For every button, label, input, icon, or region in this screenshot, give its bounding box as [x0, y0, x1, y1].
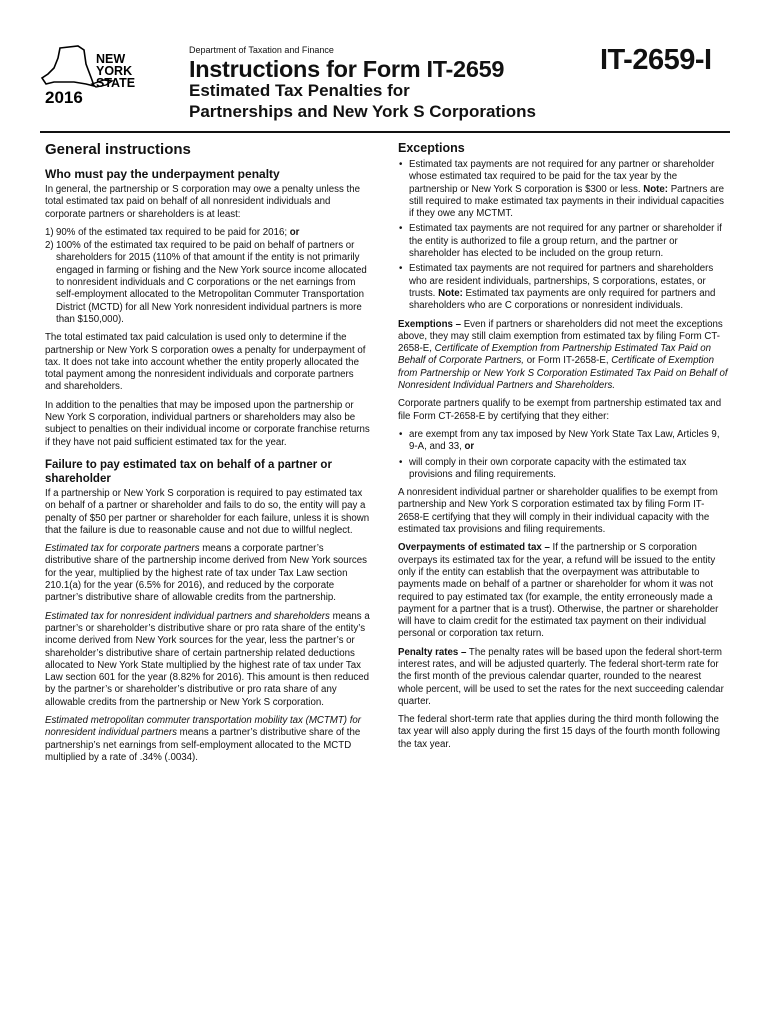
- note-label: Note:: [438, 287, 463, 299]
- who-intro-paragraph: In general, the partnership or S corporation may owe a penalty unless the total estimated tax paid on behalf of all nonresident individuals and corporate partners or shareholders is at least:: [45, 184, 361, 220]
- threshold-list: [45, 227, 370, 326]
- nonresident-partners-paragraph: [45, 611, 370, 709]
- list-item: [398, 223, 728, 260]
- list-item-conjunction: or: [289, 226, 300, 238]
- header-divider: [40, 131, 730, 133]
- logo-text-state: STATE: [96, 76, 136, 90]
- list-item-text: Estimated tax payments are not required for any partner or shareholder if the entity is authorized to file a group return, and the partner or shareholder has elected to be included on the group return.: [409, 223, 722, 260]
- logo-text-york: YORK: [96, 64, 133, 78]
- list-item: [45, 227, 370, 239]
- list-item-text-after: Partners are still required to make estimated tax payments in their individual capacities if they owe any MCTMT.: [409, 183, 725, 220]
- list-item: [398, 263, 728, 312]
- definition-text: means a partner’s distributive share of the partnership’s net earnings from self-employment allocated to the MCTD multiplied by a rate of .34% (.0034).: [45, 727, 361, 763]
- penalty-rates-text: The penalty rates will be based upon the federal short-term interest rates, and will be adjusted quarterly. The federal short-term rate for the first month of the previous calendar quarter, rounded to the nearest whole percent, will be used to set the rates for the next succeeding calendar quarter.: [398, 646, 724, 707]
- list-item-number: 2): [45, 240, 54, 252]
- department-name: Department of Taxation and Finance: [189, 45, 334, 55]
- term-nonresident-partners: Estimated tax for nonresident individual partners and shareholders: [45, 610, 330, 622]
- exemptions-text: Even if partners or shareholders did not meet the exceptions above, they may still claim exemption from estimated tax by filing Form CT-2658-E,: [398, 318, 723, 355]
- failure-to-pay-heading: Failure to pay estimated tax on behalf of a partner or shareholder: [45, 458, 332, 485]
- exemptions-label: Exemptions –: [398, 318, 461, 330]
- right-column: [398, 139, 728, 757]
- term-mctmt: Estimated metropolitan commuter transportation mobility tax (MCTMT) for nonresident individual partners: [45, 714, 362, 739]
- nonresident-qualify-paragraph: A nonresident individual partner or shareholder qualifies to be exempt from partnership and New York S corporation estimated tax by filing Form IT-2658-E certifying that they will comply in their individual capacity with the estimated tax provisions and filing requirements.: [398, 487, 718, 536]
- subtitle-line-2: Partnerships and New York S Corporations: [189, 102, 537, 121]
- list-item: [398, 159, 728, 220]
- list-item: [45, 240, 370, 326]
- general-instructions-heading: General instructions: [45, 141, 191, 158]
- bullet-icon: •: [399, 263, 403, 275]
- left-column: [45, 139, 370, 770]
- additional-penalties-paragraph: In addition to the penalties that may be imposed upon the partnership or New York S corporation, individual partners or shareholders may also be subject to penalties on their individual income or corporate franchise returns if they have not paid sufficient estimated tax for the year.: [45, 399, 370, 448]
- form-ct-2658-e-title: Certificate of Exemption from Partnership Estimated Tax Paid on Behalf of Corporate Partners,: [398, 343, 712, 367]
- list-item-text: Estimated tax payments are not required for any partner or shareholder whose estimated tax required to be paid for the tax year by the partnership or New York S corporation is $300 or less.: [409, 159, 715, 195]
- tax-year: 2016: [45, 88, 83, 107]
- ny-state-logo: [40, 44, 144, 108]
- list-item-text: are exempt from any tax imposed by New York State Tax Law, Articles 9, 9-A, and 33,: [409, 428, 720, 453]
- list-item-number: 1): [45, 226, 54, 238]
- exemptions-paragraph: [398, 319, 728, 393]
- form-it-2658-e-title: Certificate of Exemption from Partnership or New York S Corporation Estimated Tax Paid on Behalf of Nonresident Individual Partners and Shareholders.: [398, 355, 728, 392]
- list-item-text: Estimated tax payments are not required for partners and shareholders who are resident individuals, partnerships, S corporations, estates, or trusts.: [409, 263, 714, 299]
- logo-text-new: NEW: [96, 52, 126, 66]
- bullet-icon: •: [399, 456, 403, 468]
- penalty-rates-label: Penalty rates –: [398, 646, 467, 658]
- failure-paragraph: If a partnership or New York S corporation is required to pay estimated tax on behalf of a partner or shareholder and fails to do so, the entity will pay a penalty of $50 per partner or shareholder for each failure, unless it is shown that the failure is due to reasonable cause and not due to willful neglect.: [45, 487, 370, 536]
- exceptions-list: [398, 159, 728, 313]
- penalty-rates-paragraph: [398, 647, 728, 708]
- exceptions-heading: Exceptions: [398, 141, 465, 155]
- total-calculation-paragraph: The total estimated tax paid calculation is used only to determine if the partnership or New York S corporation owes a penalty for underpayment of tax. It does not take into account whether the entity properly allocated the total payment among the nonresident individuals and corporate partners and shareholders.: [45, 332, 366, 393]
- list-item: [398, 457, 728, 482]
- mctmt-paragraph: [45, 715, 370, 764]
- who-must-pay-heading: Who must pay the underpayment penalty: [45, 167, 280, 181]
- overpayments-paragraph: [398, 542, 728, 640]
- corporate-partners-paragraph: [45, 543, 370, 604]
- list-item-text: 90% of the estimated tax required to be paid for 2016;: [56, 226, 288, 238]
- list-item-text-after: Estimated tax payments are only required for partners and shareholders who are C corporations or nonresident individuals.: [409, 287, 716, 312]
- subtitle-line-1: Estimated Tax Penalties for: [189, 81, 410, 100]
- federal-rate-paragraph: The federal short-term rate that applies during the third month following the tax year will also apply during the first 15 days of the fourth month following the tax year.: [398, 714, 721, 750]
- list-item: [398, 429, 728, 454]
- definition-text: means a corporate partner’s distributive share of the partnership income derived from New York sources for the year, multiplied by the highest rate of tax under Tax Law section 210.1(a) for the year (6.5% for 2016), and reduced by the corporate partner’s distributive share of allowable credits from the partnership.: [45, 543, 367, 604]
- definition-text: means a partner’s or shareholder’s distributive share or pro rata share of the entity’s income derived from New York sources for the year, less the partner’s or shareholder’s distributive share of certain partnership related deductions allocated to New York State multiplied by the highest rate of tax under Tax Law section 601 for the year (8.82% for 2016). This amount is then reduced by the partner’s or shareholder’s distributive or pro rata share of any allowable credits from the partnership or New York S corporation.: [45, 610, 370, 708]
- overpayments-text: If the partnership or S corporation overpays its estimated tax for the year, a refund will be issued to the entity only if the entity can establish that the overpayment was attributable to payments made on behalf of a partner or shareholder for whom it was not required to pay estimated tax (for example, the entity erroneously made a payment for a partner that is a trust). Otherwise, the partner or shareholder will have to claim credit for the estimated tax payment on their individual personal or corporation tax return.: [398, 542, 719, 640]
- corporate-qualify-list: [398, 429, 728, 481]
- bullet-icon: •: [399, 159, 403, 170]
- bullet-icon: •: [399, 428, 403, 440]
- note-label: Note:: [643, 183, 669, 195]
- list-item-text: will comply in their own corporate capacity with the estimated tax provisions and filing requirements.: [409, 456, 687, 480]
- corporate-qualify-paragraph: Corporate partners qualify to be exempt from partnership estimated tax and file Form CT-2658-E by certifying that they either:: [398, 398, 722, 422]
- term-corporate-partners: Estimated tax for corporate partners: [45, 543, 200, 555]
- form-number: IT-2659-I: [600, 44, 712, 76]
- exemptions-text-mid: or Form IT-2658-E,: [524, 355, 612, 367]
- overpayments-label: Overpayments of estimated tax –: [398, 542, 550, 554]
- bullet-icon: •: [399, 223, 403, 235]
- list-item-conjunction: or: [464, 441, 475, 453]
- list-item-text: 100% of the estimated tax required to be paid on behalf of partners or shareholders for 2015 (110% of that amount if the entity is not primarily engaged in farming or fishing and the New York source income allocated to nonresident individuals and C corporations or the net earnings from self-employment allocated to the Metropolitan Commuter Transportation District (MCTD) for all New York nonresident individual partners is more than $150,000).: [56, 240, 367, 325]
- page-title: Instructions for Form IT-2659: [189, 56, 505, 82]
